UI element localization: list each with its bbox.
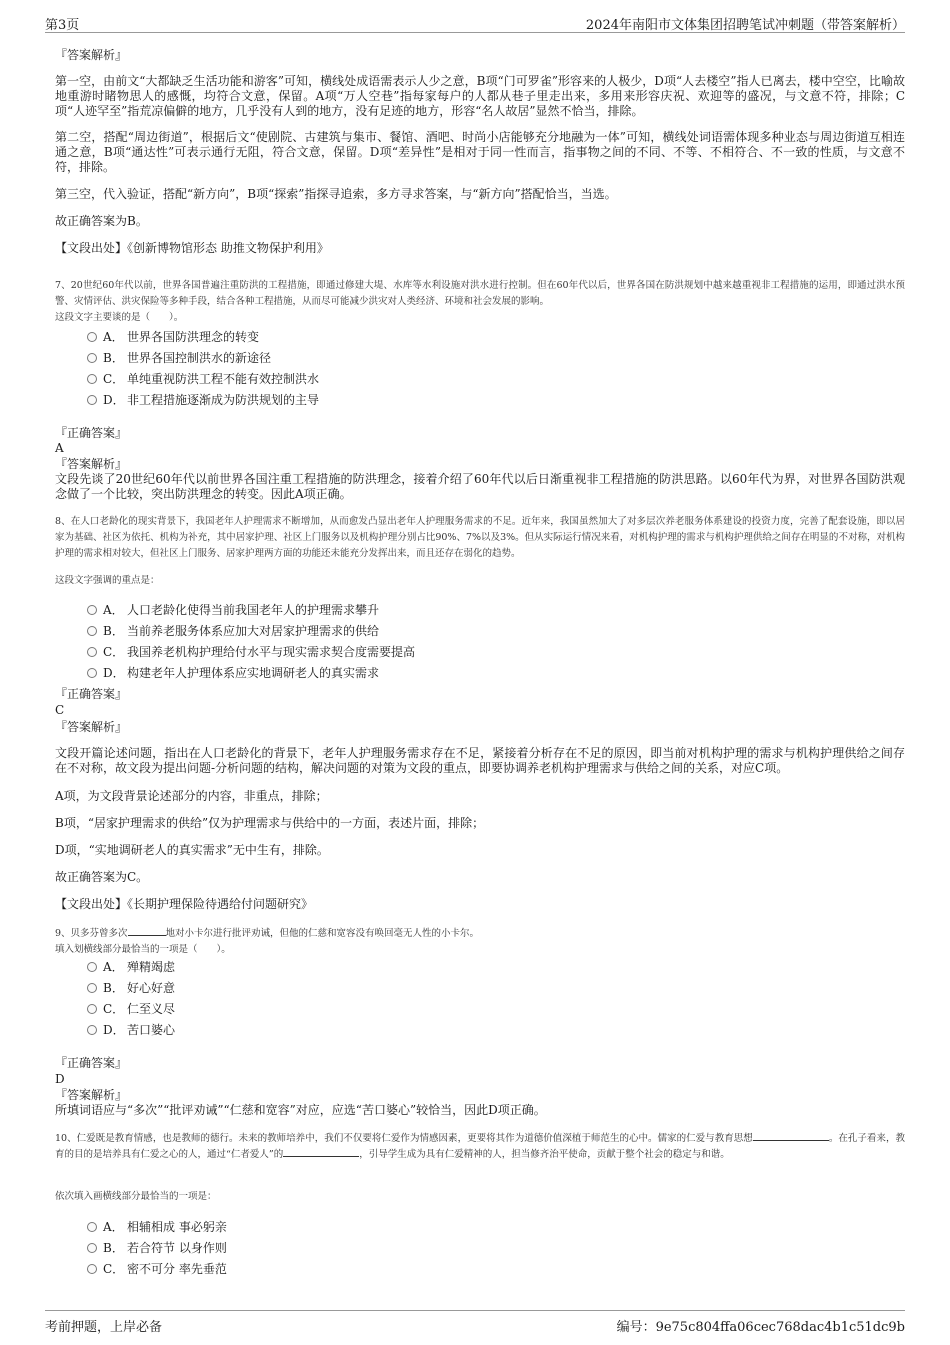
radio-icon[interactable]: [87, 1004, 97, 1014]
q6-analysis-label: 『答案解析』: [55, 48, 128, 62]
q9-option-b[interactable]: B． 好心好意: [87, 980, 175, 996]
q7-correct-label: 『正确答案』: [55, 426, 128, 440]
radio-icon[interactable]: [87, 1222, 97, 1232]
q8-analysis-p4: D项，“实地调研老人的真实需求”无中生有，排除。: [55, 843, 329, 857]
q8-option-b[interactable]: B． 当前养老服务体系应加大对居家护理需求的供给: [87, 623, 379, 639]
q7-stem: 7、20世纪60年代以前，世界各国普遍注重防洪的工程措施，即通过修建大堤、水库等水利设施对洪水进行控制。但在60年代以后，世界各国在防洪规划中越来越重视非工程措施的运用，即通过洪水预警、灾情评估、洪灾保险等多种手段，结合各种工程措施，从而尽可能减少洪灾对人类经济、环境和社会发展的影响。: [55, 280, 905, 307]
radio-icon[interactable]: [87, 332, 97, 342]
q10-option-b[interactable]: B． 若合符节 以身作则: [87, 1240, 227, 1256]
radio-icon[interactable]: [87, 353, 97, 363]
q8-analysis-p2: A项，为文段背景论述部分的内容，非重点，排除；: [55, 789, 328, 803]
q10-ask: 依次填入画横线部分最恰当的一项是：: [55, 1191, 217, 1202]
q9-stem: 9、贝多芬曾多次 地对小卡尔进行批评劝诫，但他的仁慈和宽容没有唤回毫无人性的小卡尔。: [55, 928, 480, 939]
q6-analysis-p2: 第二空，搭配“周边街道”，根据后文“使剧院、古建筑与集市、餐馆、酒吧、时尚小店能够充分地融为一体”可知，横线处词语需体现多种业态与周边街道互相连通之意，B项“通达性”可表示通行无阻，符合文意，保留。D项“差异性”是相对于同一性而言，指事物之间的不同、不等、不相符合、不一致的性质，与文意不符，排除。: [55, 130, 905, 174]
q8-stem: 8、在人口老龄化的现实背景下，我国老年人护理需求不断增加，从而愈发凸显出老年人护理服务需求的不足。近年来，我国虽然加大了对多层次养老服务体系建设的投资力度，完善了配套设施，即以居家为基础、社区为依托、机构为补充，其中居家护理、社区上门服务以及机构护理分别占比90%、7%以及3%。但从实际运行情况来看，对机构护理的需求与机构护理供给之间存在明显的不对称，对机构护理的需求相对较大，但社区上门服务、居家护理两方面的功能还未能充分发挥出来，而且还存在弱化的趋势。: [55, 516, 905, 559]
q9-analysis: 所填词语应与“多次”“批评劝诫”“仁慈和宽容”对应，应选“苦口婆心”较恰当，因此D项正确。: [55, 1103, 546, 1117]
q6-analysis-p1: 第一空，由前文“大都缺乏生活功能和游客”可知，横线处成语需表示人少之意，B项“门可罗雀”形容来的人极少，D项“人去楼空”指人已离去，楼中空空，比喻故地重游时睹物思人的感慨，均符合文意，保留。A项“万人空巷”指每家每户的人都从巷子里走出来，多用来形容庆祝、欢迎等的盛况，与文意不符，排除；C项“人迹罕至”指荒凉偏僻的地方，几乎没有人到的地方，没有足迹的地方，形容“名人故居”显然不恰当，排除。: [55, 74, 905, 118]
q8-analysis-p1: 文段开篇论述问题，指出在人口老龄化的背景下，老年人护理服务需求存在不足，紧接着分析存在不足的原因，即当前对机构护理的需求与机构护理供给之间存在不对称，故文段为提出问题-分析问题的结构，解决问题的对策为文段的重点，即要协调养老机构护理需求与供给之间的关系，对应C项。: [55, 746, 905, 775]
q10-stem: 10、仁爱既是教育情感，也是教师的德行。未来的教师培养中，我们不仅要将仁爱作为情感因素，更要将其作为道德价值深植于师范生的心中。儒家的仁爱与教育思想 。在孔子看来，教育的目的是培养具有仁爱之心的人，通过“仁者爱人”的 ，引导学生成为具有仁爱精神的人，担当修齐治平使命，贡献于整个社会的稳定与和谐。: [55, 1133, 905, 1160]
q6-analysis-p4: 故正确答案为B。: [55, 214, 148, 228]
document-code: 编号：9e75c804ffa06cec768dac4b1c51dc9b: [616, 1320, 905, 1335]
q8-answer: C: [55, 703, 65, 717]
q7-answer: A: [55, 441, 64, 455]
fill-blank: [283, 1156, 359, 1157]
radio-icon[interactable]: [87, 1243, 97, 1253]
q9-option-a[interactable]: A． 殚精竭虑: [87, 959, 175, 975]
q6-analysis-p3: 第三空，代入验证，搭配“新方向”，B项“探索”指探寻追索，多方寻求答案，与“新方向”搭配恰当，当选。: [55, 187, 617, 201]
q7-option-a[interactable]: A． 世界各国防洪理念的转变: [87, 329, 259, 345]
q9-answer: D: [55, 1072, 65, 1086]
q8-ask: 这段文字强调的重点是：: [55, 575, 160, 586]
footer-slogan: 考前押题，上岸必备: [45, 1320, 163, 1335]
radio-icon[interactable]: [87, 668, 97, 678]
q10-option-c[interactable]: C． 密不可分 率先垂范: [87, 1261, 227, 1277]
radio-icon[interactable]: [87, 1025, 97, 1035]
q8-option-c[interactable]: C． 我国养老机构护理给付水平与现实需求契合度需要提高: [87, 644, 415, 660]
q7-analysis-label: 『答案解析』: [55, 457, 128, 471]
page-header: [45, 12, 905, 33]
q10-option-a[interactable]: A． 相辅相成 事必躬亲: [87, 1219, 227, 1235]
q9-correct-label: 『正确答案』: [55, 1056, 128, 1070]
q9-ask: 填入划横线部分最恰当的一项是（ ）。: [55, 944, 231, 955]
radio-icon[interactable]: [87, 1264, 97, 1274]
q7-ask: 这段文字主要谈的是（ ）。: [55, 312, 184, 323]
q6-source: 【文段出处】《创新博物馆形态 助推文物保护利用》: [55, 241, 329, 255]
q9-option-d[interactable]: D． 苦口婆心: [87, 1022, 175, 1038]
fill-blank: [128, 935, 166, 936]
q8-option-d[interactable]: D． 构建老年人护理体系应实地调研老人的真实需求: [87, 665, 379, 681]
q7-analysis: 文段先谈了20世纪60年代以前世界各国注重工程措施的防洪理念，接着介绍了60年代以后日渐重视非工程措施的防洪思路。以60年代为界，对世界各国防洪观念做了一个比较，突出防洪理念的转变。因此A项正确。: [55, 472, 905, 501]
radio-icon[interactable]: [87, 605, 97, 615]
radio-icon[interactable]: [87, 395, 97, 405]
radio-icon[interactable]: [87, 626, 97, 636]
q9-option-c[interactable]: C． 仁至义尽: [87, 1001, 175, 1017]
radio-icon[interactable]: [87, 983, 97, 993]
fill-blank: [753, 1140, 829, 1141]
radio-icon[interactable]: [87, 647, 97, 657]
q7-option-c[interactable]: C． 单纯重视防洪工程不能有效控制洪水: [87, 371, 319, 387]
q9-analysis-label: 『答案解析』: [55, 1088, 128, 1102]
q8-analysis-label: 『答案解析』: [55, 720, 128, 734]
q8-option-a[interactable]: A． 人口老龄化使得当前我国老年人的护理需求攀升: [87, 602, 379, 618]
page-number: 第3页: [45, 18, 80, 33]
q8-analysis-p5: 故正确答案为C。: [55, 870, 149, 884]
document-title: 2024年南阳市文体集团招聘笔试冲刺题（带答案解析）: [585, 18, 905, 33]
page-footer: [45, 1310, 905, 1333]
q8-source: 【文段出处】《长期护理保险待遇给付问题研究》: [55, 897, 314, 911]
radio-icon[interactable]: [87, 962, 97, 972]
q8-analysis-p3: B项，“居家护理需求的供给”仅为护理需求与供给中的一方面，表述片面，排除；: [55, 816, 485, 830]
radio-icon[interactable]: [87, 374, 97, 384]
q7-option-d[interactable]: D． 非工程措施逐渐成为防洪规划的主导: [87, 392, 319, 408]
q7-option-b[interactable]: B． 世界各国控制洪水的新途径: [87, 350, 271, 366]
q8-correct-label: 『正确答案』: [55, 687, 128, 701]
